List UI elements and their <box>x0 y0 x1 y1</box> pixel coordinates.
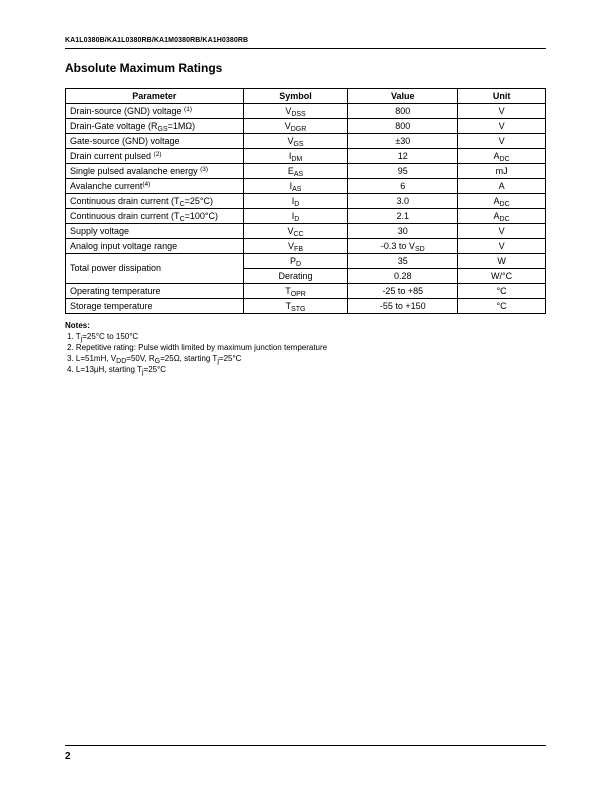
table-row <box>66 224 546 239</box>
page-number: 2 <box>65 751 71 762</box>
table-row <box>66 209 546 224</box>
parameter-cell: Operating temperature <box>66 284 244 299</box>
symbol-cell: Derating <box>243 269 348 284</box>
table-header-row <box>66 89 546 104</box>
parameter-cell: Gate-source (GND) voltage <box>66 134 244 149</box>
unit-cell: V <box>458 119 546 134</box>
unit-cell: A <box>458 179 546 194</box>
value-cell: 30 <box>348 224 458 239</box>
symbol-cell: $V_{DSS}$ <box>243 104 348 119</box>
symbol-cell: $V_{DGR}$ <box>243 119 348 134</box>
unit-cell: $A_{DC}$ <box>458 149 546 164</box>
note-item: 1. $T_j=25^\circ C$ to 150°C <box>67 332 139 343</box>
unit-cell: V <box>458 134 546 149</box>
header-divider <box>65 48 546 49</box>
parameter-cell: Single pulsed avalanche energy $^{(3)}$ <box>66 164 244 179</box>
table-row <box>66 194 546 209</box>
unit-cell: V <box>458 104 546 119</box>
parameter-cell: Drain-Gate voltage $(R_{GS}=1M\Omega)$ <box>66 119 244 134</box>
column-header-symbol: Symbol <box>243 89 348 104</box>
parameter-cell: Total power dissipation <box>66 254 244 284</box>
note-item: 2. Repetitive rating: Pulse width limited by maximum junction temperature <box>67 343 328 352</box>
parameter-cell: Storage temperature <box>66 299 244 314</box>
symbol-cell: $I_D$ <box>243 209 348 224</box>
symbol-cell: $V_{CC}$ <box>243 224 348 239</box>
value-cell: 12 <box>348 149 458 164</box>
symbol-cell: $E_{AS}$ <box>243 164 348 179</box>
value-cell: 35 <box>348 254 458 269</box>
symbol-cell: $V_{FB}$ <box>243 239 348 254</box>
table-row <box>66 239 546 254</box>
symbol-cell: $V_{GS}$ <box>243 134 348 149</box>
symbol-cell: $T_{STG}$ <box>243 299 348 314</box>
symbol-cell: $I_D$ <box>243 194 348 209</box>
unit-cell: W/°C <box>458 269 546 284</box>
symbol-cell: $I_{AS}$ <box>243 179 348 194</box>
note-item: 4. L=13μH, starting $T_j=25^\circ C$ <box>67 365 167 376</box>
unit-cell: °C <box>458 299 546 314</box>
value-cell: 6 <box>348 179 458 194</box>
unit-cell: V <box>458 224 546 239</box>
notes-title: Notes: <box>65 321 90 330</box>
symbol-cell: $I_{DM}$ <box>243 149 348 164</box>
parameter-cell: Drain-source (GND) voltage $^{(1)}$ <box>66 104 244 119</box>
value-cell: 2.1 <box>348 209 458 224</box>
column-header-unit: Unit <box>458 89 546 104</box>
symbol-cell: $P_D$ <box>243 254 348 269</box>
table-row <box>66 179 546 194</box>
unit-cell: $A_{DC}$ <box>458 209 546 224</box>
parameter-cell: Continuous drain current $(T_C=25^\circ C)$ <box>66 194 244 209</box>
parameter-cell: Continuous drain current $(T_C=100^\circ C)$ <box>66 209 244 224</box>
unit-cell: mJ <box>458 164 546 179</box>
table-row <box>66 134 546 149</box>
table-row <box>66 164 546 179</box>
value-cell: -25 to +85 <box>348 284 458 299</box>
symbol-cell: $T_{OPR}$ <box>243 284 348 299</box>
parameter-cell: Avalanche current$^{(4)}$ <box>66 179 244 194</box>
column-header-parameter: Parameter <box>66 89 244 104</box>
unit-cell: $A_{DC}$ <box>458 194 546 209</box>
page-title: Absolute Maximum Ratings <box>65 61 223 75</box>
footer-divider <box>65 745 546 746</box>
table-row <box>66 119 546 134</box>
parameter-cell: Analog input voltage range <box>66 239 244 254</box>
value-cell: 0.28 <box>348 269 458 284</box>
column-header-value: Value <box>348 89 458 104</box>
value-cell: 95 <box>348 164 458 179</box>
value-cell: 800 <box>348 119 458 134</box>
value-cell: -55 to +150 <box>348 299 458 314</box>
table-row <box>66 299 546 314</box>
notes-section <box>65 320 327 375</box>
table-row <box>66 254 546 269</box>
table-row <box>66 104 546 119</box>
table-row <box>66 284 546 299</box>
absolute-maximum-ratings-table <box>65 88 546 314</box>
part-numbers-header: KA1L0380B/KA1L0380RB/KA1M0380RB/KA1H0380RB <box>65 37 249 44</box>
value-cell: 3.0 <box>348 194 458 209</box>
unit-cell: °C <box>458 284 546 299</box>
unit-cell: V <box>458 239 546 254</box>
note-item: 3. L=51mH, $V_{DD}=50V$, $R_G=25\Omega$, starting $T_j=25^\circ C$ <box>67 354 242 365</box>
value-cell: 800 <box>348 104 458 119</box>
unit-cell: W <box>458 254 546 269</box>
table-row <box>66 149 546 164</box>
value-cell: -0.3 to $V_{SD}$ <box>348 239 458 254</box>
parameter-cell: Drain current pulsed $^{(2)}$ <box>66 149 244 164</box>
value-cell: ±30 <box>348 134 458 149</box>
parameter-cell: Supply voltage <box>66 224 244 239</box>
